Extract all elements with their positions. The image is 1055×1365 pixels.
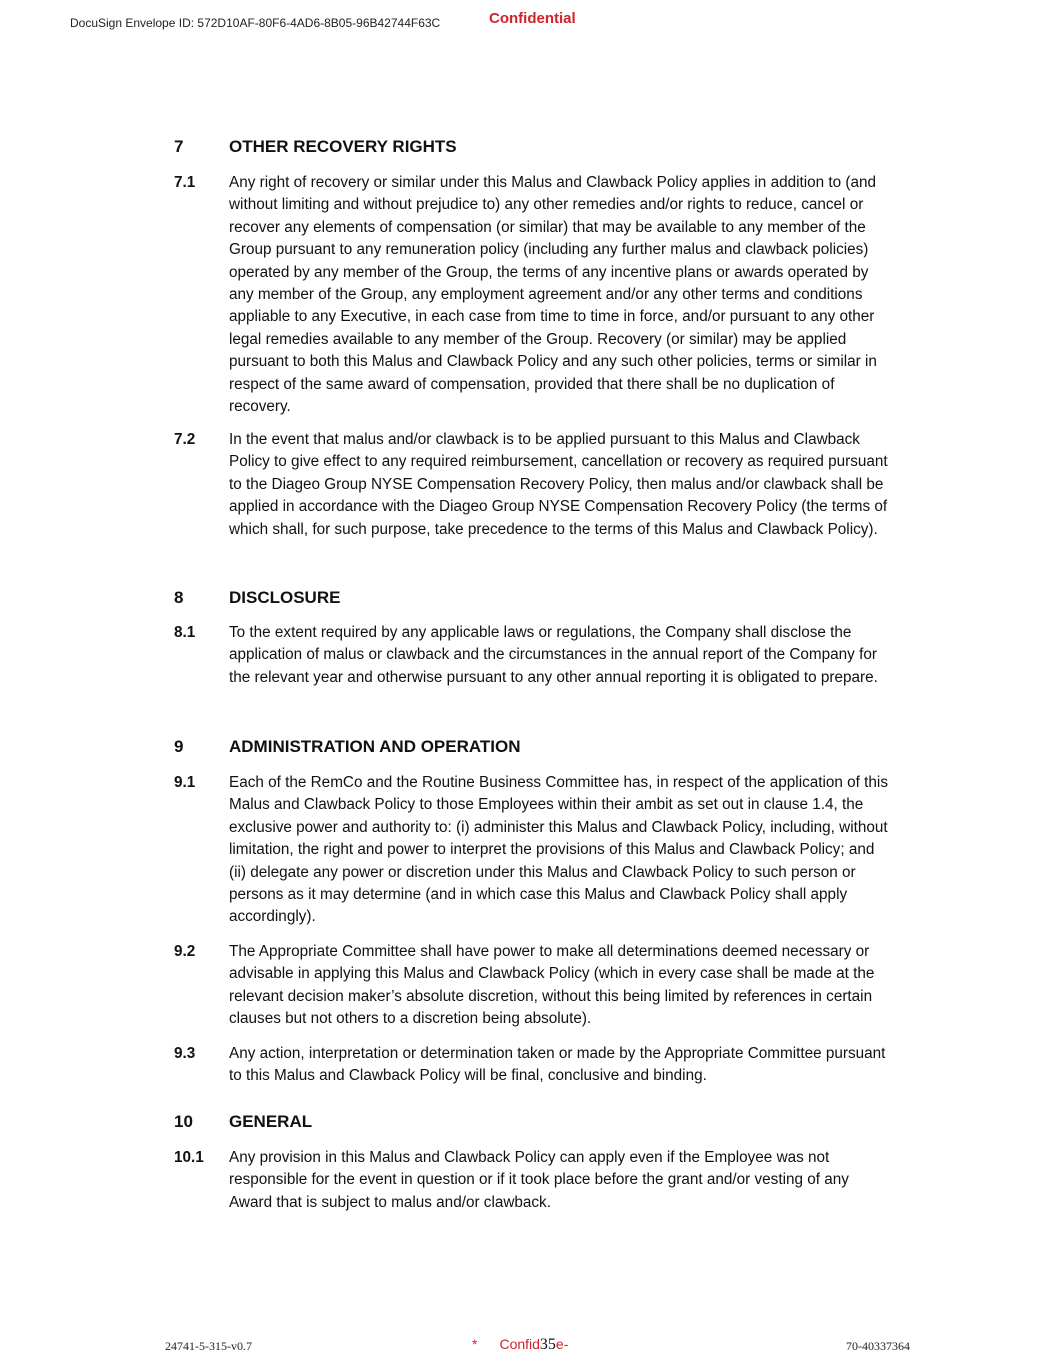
clause-text: Any provision in this Malus and Clawback Policy can apply even if the Employee was not responsible for the event in question or if it took place before the grant and/or vesting of any Award that is subject to malus and/or clawback. [229,1149,849,1211]
clause-9-1 [174,772,894,929]
clause-8-1 [174,622,894,689]
clause-number: 9.3 [174,1045,196,1062]
footer-page-marker [472,1336,568,1354]
section-number: 10 [174,1112,193,1131]
section-heading-9 [174,737,521,757]
docusign-envelope-id: DocuSign Envelope ID: 572D10AF-80F6-4AD6-8B05-96B42744F63C [70,16,441,30]
section-number: 9 [174,737,184,756]
section-number: 7 [174,137,184,156]
clause-text: Each of the RemCo and the Routine Business Committee has, in respect of the application of this Malus and Clawback Policy to those Employees within their ambit as set out in clause 1.4, the exclusive power and authority to: (i) administer this Malus and Clawback Policy, including, without limitation, the right and power to interpret the provisions of this Malus and Clawback Policy; and (ii) delegate any power or discretion under this Malus and Clawback Policy to such person or persons as it may determine (and in which case this Malus and Clawback Policy shall apply accordingly). [229,774,888,926]
clause-9-3 [174,1043,894,1088]
clause-number: 9.1 [174,774,196,791]
footer-confid: Confid [499,1336,540,1352]
clause-number: 7.1 [174,174,196,191]
clause-text: Any action, interpretation or determination taken or made by the Appropriate Committee pursuant to this Malus and Clawback Policy will be final, conclusive and binding. [229,1045,886,1085]
section-heading-7 [174,137,457,157]
clause-number: 10.1 [174,1149,204,1166]
footer-doc-ref: 24741-5-315-v0.7 [165,1339,252,1353]
section-title: ADMINISTRATION AND OPERATION [229,737,521,756]
section-heading-10 [174,1112,312,1132]
clause-number: 7.2 [174,431,196,448]
clause-text: To the extent required by any applicable laws or regulations, the Company shall disclose the application of malus or clawback and the circumstances in the annual report of the Company for the relevant year and otherwise pursuant to any other annual reporting it is obligated to prepare. [229,624,878,686]
clause-text: The Appropriate Committee shall have power to make all determinations deemed necessary or advisable in applying this Malus and Clawback Policy (which in every case shall be made at the relevant decision maker’s absolute discretion, without this being limited by references in certain clauses but not others to a discretion being absolute). [229,943,875,1028]
clause-7-2 [174,429,894,541]
page-number: 35 [539,1336,556,1353]
clause-10-1 [174,1147,894,1214]
clause-number: 9.2 [174,943,196,960]
footer-confid-tail: e- [555,1336,569,1352]
clause-text: Any right of recovery or similar under this Malus and Clawback Policy applies in addition to (and without limiting and without prejudice to) any other remedies and/or rights to reduce, cancel or recover any elements of compensation (or similar) that may be available to any member of the Group pursuant to any remuneration policy (including any further malus and clawback policies) operated by any member of the Group, the terms of any incentive plans or awards operated by any member of the Group, any employment agreement and/or any other terms and conditions appliable to any Executive, in each case from time to time in force, and/or pursuant to any other legal remedies available to any member of the Group. Recovery (or similar) may be applied pursuant to both this Malus and Clawback Policy and any such other policies, terms or similar in respect of the same award of compensation, provided that there shall be no duplication of recovery. [229,174,877,416]
confidential-label: Confidential [489,10,576,27]
section-title: OTHER RECOVERY RIGHTS [229,137,457,156]
footer-doc-number: 70-40337364 [846,1339,910,1353]
section-heading-8 [174,588,340,608]
clause-number: 8.1 [174,624,196,641]
clause-9-2 [174,941,894,1031]
section-title: DISCLOSURE [229,588,341,607]
footer-star: * [472,1336,478,1352]
section-number: 8 [174,588,184,607]
section-title: GENERAL [229,1112,313,1131]
clause-text: In the event that malus and/or clawback is to be applied pursuant to this Malus and Clawback Policy to give effect to any required reimbursement, cancellation or recovery as required pursuant to the Diageo Group NYSE Compensation Recovery Policy, then malus and/or clawback shall be applied in accordance with the Diageo Group NYSE Compensation Recovery Policy (the terms of which shall, for such purpose, take precedence to the terms of this Malus and Clawback Policy). [229,431,888,538]
clause-7-1 [174,172,894,418]
